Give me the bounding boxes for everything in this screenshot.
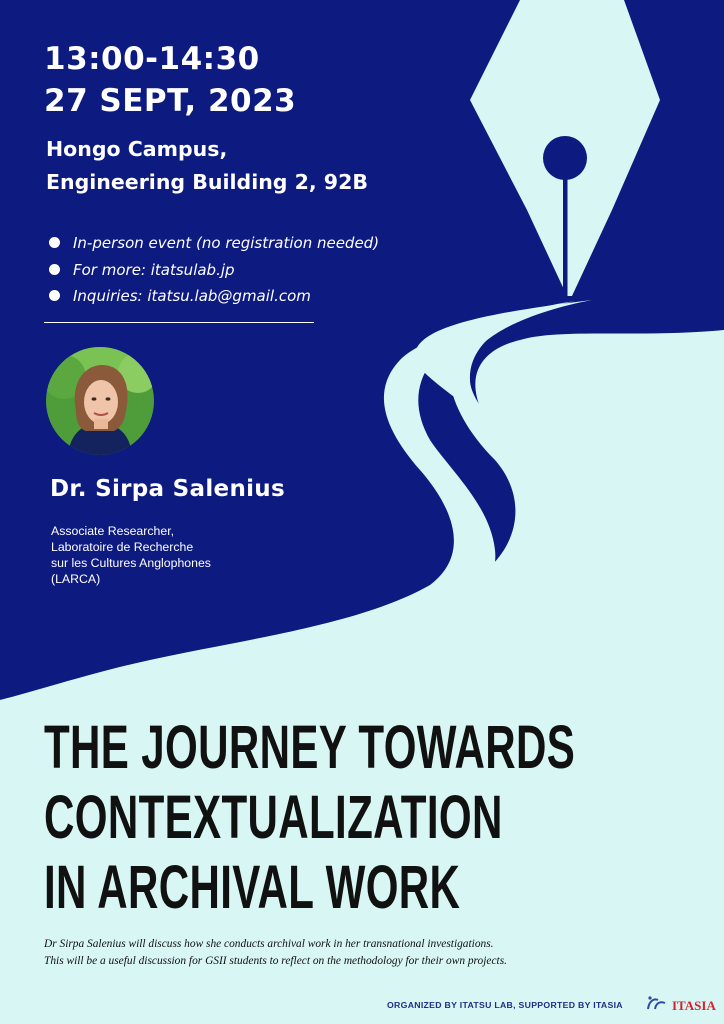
affiliation-line: sur les Cultures Anglophones [51,556,211,570]
title-line-3: IN ARCHIVAL WORK [44,853,461,921]
speaker-avatar [46,347,154,455]
itasia-logo-text: ITASIA [672,998,716,1013]
footer-credit: ORGANIZED BY ITATSU LAB, SUPPORTED BY ITASIA [387,1000,623,1010]
speaker-name: Dr. Sirpa Salenius [50,476,285,502]
event-time: 13:00-14:30 [44,41,260,77]
venue-line-2: Engineering Building 2, 92B [46,170,368,194]
bullet-icon [49,237,60,248]
event-title [44,712,575,922]
bullet-icon [49,290,60,301]
info-item-inquiries [49,283,379,310]
section-divider [44,322,314,323]
title-line-2: CONTEXTUALIZATION [44,783,503,851]
event-description [44,936,507,969]
info-item-in-person [49,230,379,257]
itasia-logo-icon [672,995,716,1015]
description-line-1: Dr Sirpa Salenius will discuss how she conducts archival work in her transnational investigations. [44,938,494,950]
affiliation-line: Laboratoire de Recherche [51,540,194,554]
description-line-2: This will be a useful discussion for GSII students to reflect on the methodology for their own projects. [44,954,507,967]
affiliation-line: Associate Researcher, [51,524,175,538]
bullet-icon [49,264,60,275]
venue-line-1: Hongo Campus, [46,137,228,161]
info-item-text: For more: itatsulab.jp [73,260,235,279]
ircm-logo-icon [646,995,668,1011]
info-item-text: In-person event (no registration needed) [73,234,380,252]
info-item-text: Inquiries: itatsu.lab@gmail.com [73,287,311,305]
event-date: 27 SEPT, 2023 [44,83,297,119]
title-line-1: THE JOURNEY TOWARDS [44,713,576,781]
affiliation-line: (LARCA) [51,572,101,586]
info-item-website [49,257,379,284]
info-list [49,230,379,310]
event-time-date [44,38,296,122]
event-venue [46,133,368,199]
speaker-affiliation [51,523,211,587]
